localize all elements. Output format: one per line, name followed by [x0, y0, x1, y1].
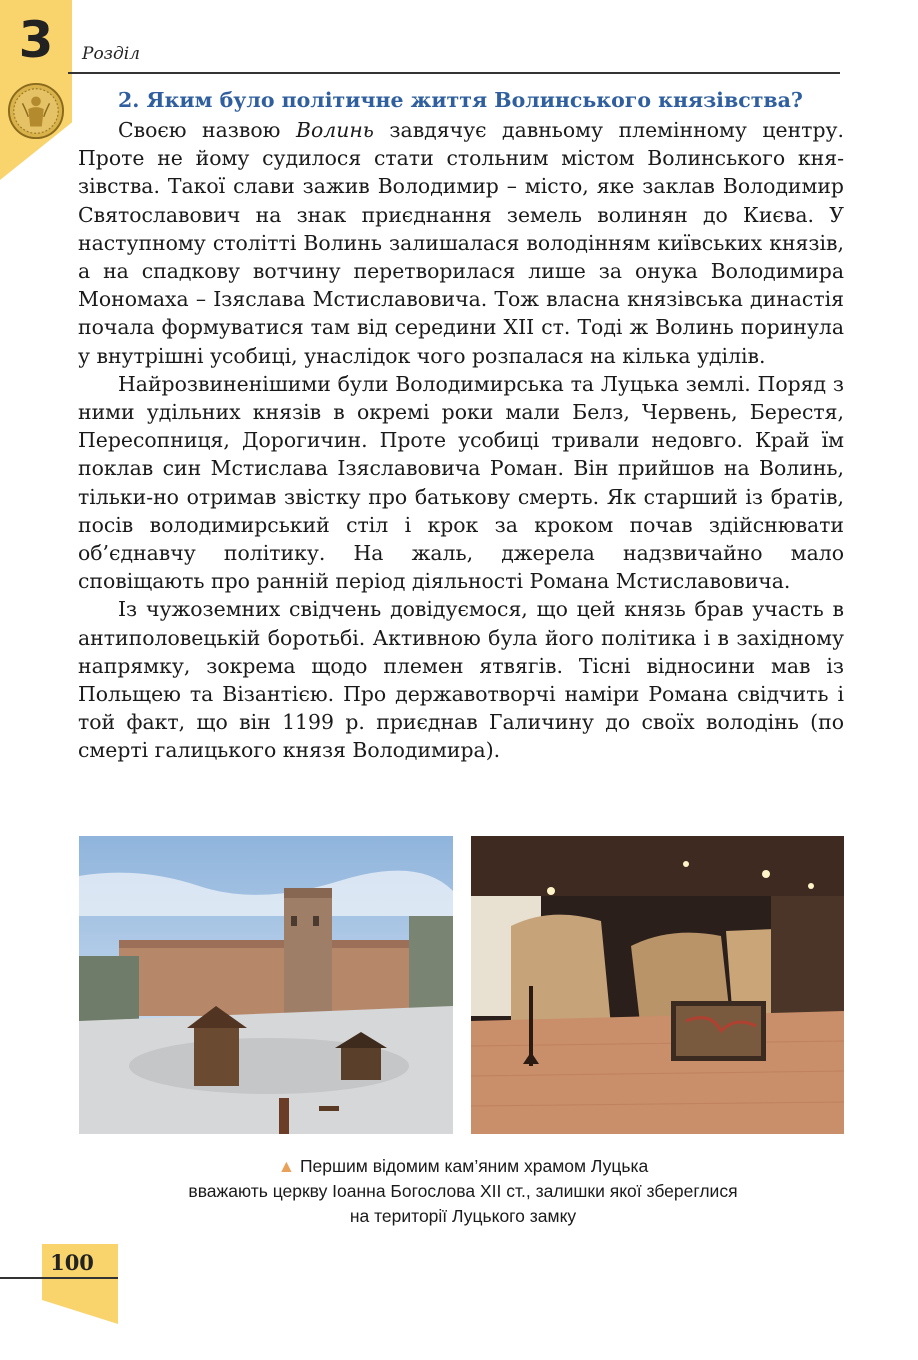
footer-rule: [0, 1277, 118, 1279]
emphasis-term: Волинь: [295, 118, 374, 142]
caption-line-1: ▲ Першим відомим кам’яним храмом Луцька: [277, 1156, 649, 1176]
photo-lutsk-castle: [79, 836, 453, 1134]
page-number: 100: [50, 1250, 94, 1275]
photo-church-ruins: [471, 836, 844, 1134]
body-text: [78, 116, 844, 765]
body-paragraph: Найрозвиненішими були Володимирська та Луцька землі. Поряд з ними удільних князів в окремі роки мали Белз, Червень, Берестя, Пересопниця, Дорогичин. Проте усобиці тривали недовго. Край їм поклав син Мстислава Ізяславовича Роман. Він прийшов на Волинь, тільки-но отримав звістку про батькову смерть. Як старший із братів, посів володимирський стіл і крок за кроком почав здійснювати об’єднавчу політику. На жаль, джерела надзвичайно мало сповіщають про ранній період діяльності Романа Мстиславовича.: [78, 371, 844, 594]
triangle-marker-icon: ▲: [277, 1156, 296, 1176]
body-paragraph: Своєю назвою Волинь завдячує давньому племінному центру. Проте не йому судилося стати стольним містом Волинського князівства. Такої слави зажив Володимир – місто, яке заклав Володимир Святославович на знак приєднання земель волинян до Києва. У наступному столітті Волинь залишалася володінням київських князів, а на спадкову вотчину перетворилася лише за онука Володимира Мономаха – Ізяслава Мстиславовича. Тож власна князівська династія почала формуватися там від середини XII ст. Тоді ж Волинь поринула у внутрішні усобиці, унаслідок чого розпалася на кілька уділів.: [78, 118, 844, 368]
caption-line-2: вважають церкву Іоанна Богослова XII ст., залишки якої збереглися: [188, 1181, 738, 1201]
section-label: Розділ: [82, 44, 140, 64]
chapter-number: 3: [18, 11, 54, 69]
header-rule: [68, 72, 840, 74]
figure-caption: [80, 1154, 846, 1229]
caption-line-3: на території Луцького замку: [349, 1206, 577, 1226]
section-title: 2. Яким було політичне життя Волинського князівства?: [118, 88, 803, 112]
body-paragraph: Із чужоземних свідчень довідуємося, що цей князь брав участь в антиполовецькій боротьбі. Активною була його політика і в західному напрямку, зокрема щодо племен ятвягів. Тісні відносини мав із Польщею та Візантією. Про державотворчі наміри Романа свідчить і той факт, що він 1199 р. приєднав Галичину до своїх володінь (по смерті галицького князя Володимира).: [78, 597, 844, 763]
coin-emblem-icon: [7, 82, 65, 140]
